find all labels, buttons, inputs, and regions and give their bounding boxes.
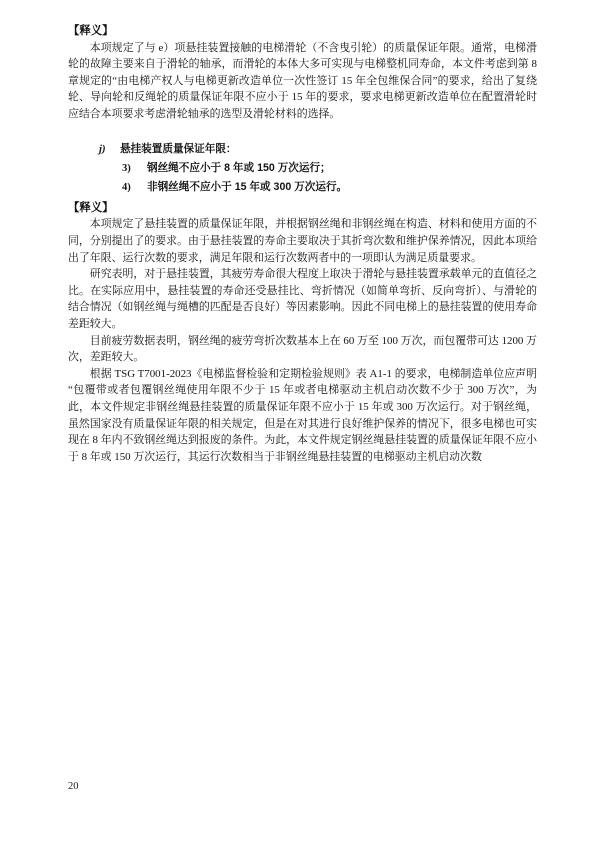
page-body [68,23,537,465]
paragraph-suspension-warranty: 本项规定了悬挂装置的质量保证年限，并根据钢丝绳和非钢丝绳在构造、材料和使用方面的不同，分别提出了的要求。由于悬挂装置的寿命主要取决于其折弯次数和维护保养情况，因此本项给出了年限、运行次数的要求，满足年限和运行次数两者中的一项即认为满足质量要求。 [68,218,537,264]
interpretation-heading-1: 【释义】 [68,25,114,37]
clause-item-text-4: 非钢丝绳不应小于 15 年或 300 万次运行。 [147,181,348,194]
paragraph-fatigue-life-factors: 研究表明，对于悬挂装置，其疲劳寿命很大程度上取决于滑轮与悬挂装置承载单元的直值径之比。在实际应用中，悬挂装置的寿命还受悬挂比、弯折情况（如简单弯折、反向弯折）、与滑轮的结合情况（如钢丝绳与绳槽的匹配是否良好）等因素影响。因此不同电梯上的悬挂装置的使用寿命差距较大。 [68,268,537,330]
paragraph-tsg-requirements: 根据 TSG T7001-2023《电梯监督检验和定期检验规则》表 A1-1 的要求，电梯制造单位应声明“包覆带或者包覆钢丝绳使用年限不少于 15 年或者电梯驱动主机启动次数不少于 300 万次”，为此，本文件规定非钢丝绳悬挂装置的质量保证年限不应小于 15 年或 300 万次运行。对于钢丝绳，虽然国家没有质量保证年限的相关规定，但是在对其进行良好维护保养的情况下，很多电梯也可实现在 8 年内不致钢丝绳达到报废的条件。为此，本文件规定钢丝绳悬挂装置的质量保证年限不应小于 8 年或 150 万次运行，其运行次数相当于非钢丝绳悬挂装置的电梯驱动主机启动次数 [68,367,537,463]
standard-clause-j [68,140,537,198]
clause-title-text: 悬挂装置质量保证年限： [120,142,237,155]
clause-item-row [68,178,537,197]
clause-title-row [68,140,537,159]
clause-label-j: j) [99,143,106,155]
page-number: 20 [68,781,79,792]
clause-item-label-4: 4) [122,182,131,194]
clause-item-text-3: 钢丝绳不应小于 8 年或 150 万次运行； [147,161,331,174]
interpretation-heading-2: 【释义】 [68,201,114,214]
paragraph-pulley-warranty: 本项规定了与 e）项悬挂装置接触的电梯滑轮（不含曳引轮）的质量保证年限。通常，电梯滑轮的故障主要来自于滑轮的轴承，而滑轮的本体大多可实现与电梯整机同寿命，本文件考虑到第 8 章规定的“由电梯产权人与电梯更新改造单位一次性签订 15 年全包维保合同”的要求，给出了复绕轮、导向轮和反绳轮的质量保证年限不应小于 15 年的要求，要求电梯更新改造单位在配置滑轮时应结合本项要求考虑滑轮轴承的选型及滑轮材料的选择。 [68,41,537,120]
clause-item-label-3: 3) [122,162,131,174]
clause-item-row [68,159,537,178]
paragraph-fatigue-data: 目前疲劳数据表明，钢丝绳的疲劳弯折次数基本上在 60 万至 100 万次，而包覆带可达 1200 万次，差距较大。 [68,334,537,364]
